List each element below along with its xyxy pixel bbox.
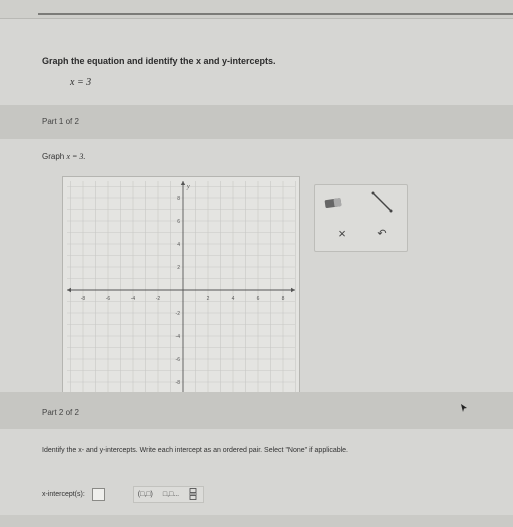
bottom-bar (0, 515, 513, 527)
list-button[interactable]: □,□... (162, 490, 180, 498)
x-axis-arrow-left (67, 288, 71, 292)
graph-instruction (42, 152, 85, 161)
delete-icon: × (338, 225, 346, 241)
graph-instruction-equation: x = 3. (66, 152, 86, 161)
x-tick-label: 6 (256, 296, 260, 302)
top-bar (0, 0, 513, 19)
axes (67, 181, 295, 399)
x-tick-label: -4 (130, 296, 136, 302)
x-tick-label: -6 (105, 296, 111, 302)
coordinate-grid[interactable] (63, 177, 299, 403)
y-tick-label: -4 (175, 334, 180, 340)
graph-panel[interactable] (62, 176, 300, 404)
ordered-pair-button[interactable]: (□,□) (137, 490, 153, 498)
y-tick-label: -6 (175, 357, 180, 363)
fraction-icon[interactable] (189, 488, 197, 500)
y-tick-label: -8 (175, 380, 180, 386)
question-prompt: Graph the equation and identify the x and y-intercepts. (42, 56, 276, 66)
x-intercept-label: x-intercept(s): (42, 490, 85, 498)
eraser-icon (323, 195, 345, 211)
undo-icon: ↶ (377, 227, 387, 240)
line-tool-button[interactable] (367, 189, 397, 215)
part-1-header (0, 105, 513, 139)
x-tick-label: 2 (206, 296, 210, 302)
eraser-tool-button[interactable] (321, 191, 347, 215)
part-2-label: Part 2 of 2 (42, 408, 79, 417)
y-tick-label: 2 (177, 265, 180, 271)
mouse-cursor-icon (461, 404, 467, 412)
undo-button[interactable] (373, 223, 391, 243)
part-2-instruction: Identify the x- and y-intercepts. Write each intercept as an ordered pair. Select "None" if applicable. (42, 447, 349, 454)
x-tick-label: 4 (231, 296, 235, 302)
x-tick-label: -8 (80, 296, 86, 302)
question-equation: x = 3 (70, 77, 92, 88)
x-intercept-answer-row (42, 486, 204, 502)
y-tick-label: 4 (177, 242, 180, 248)
y-tick-label: 8 (177, 196, 180, 202)
y-axis-arrow-up (181, 181, 185, 185)
line-tool-icon (369, 190, 395, 214)
x-axis-arrow-right (291, 288, 295, 292)
y-tick-label: 6 (177, 219, 180, 225)
answer-toolbar (133, 486, 204, 503)
part-2-header (0, 392, 513, 429)
top-rule (38, 13, 513, 15)
x-tick-label: -2 (155, 296, 161, 302)
graph-instruction-prefix: Graph (42, 152, 67, 161)
y-axis-label: y (187, 184, 190, 190)
graph-toolbox (314, 184, 408, 252)
x-intercept-input[interactable] (92, 488, 105, 501)
x-tick-label: 8 (281, 296, 285, 302)
delete-button[interactable] (333, 223, 351, 243)
part-1-label: Part 1 of 2 (42, 117, 79, 126)
y-tick-label: -2 (175, 311, 180, 317)
